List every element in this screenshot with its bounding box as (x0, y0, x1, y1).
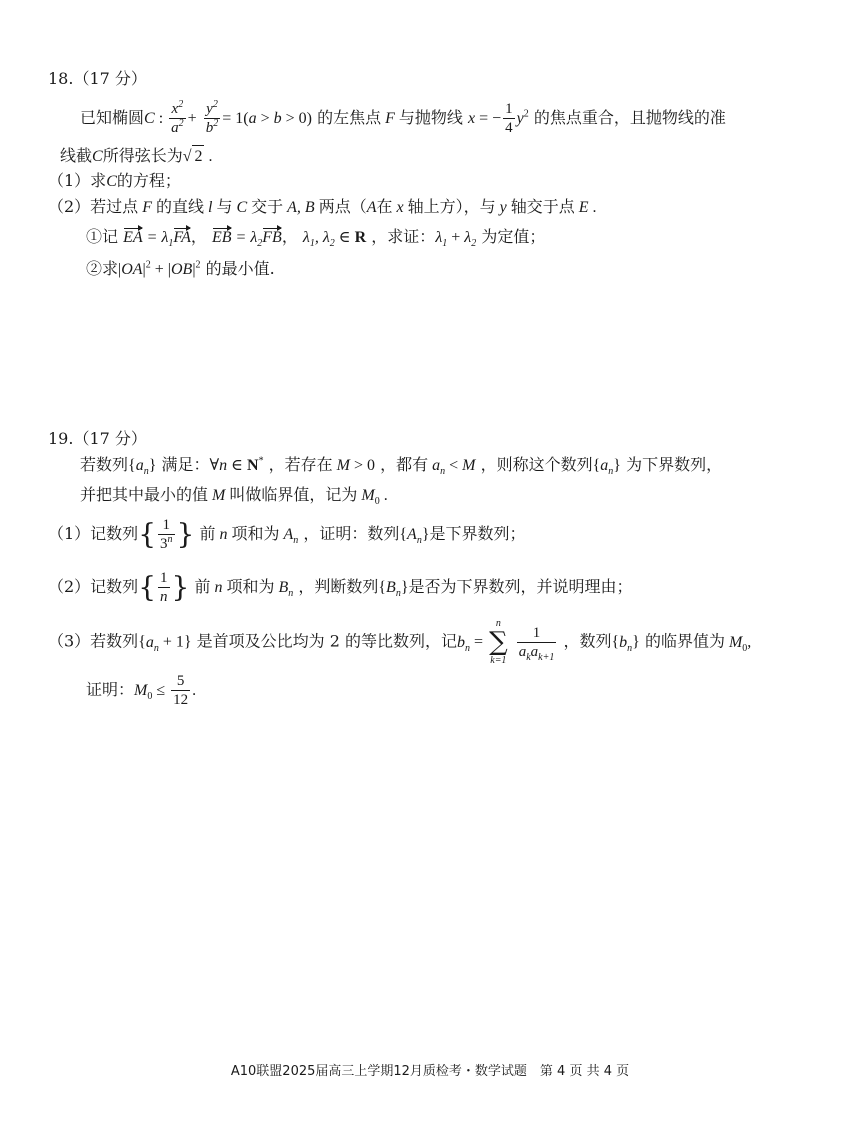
q18-part1: （1）求C的方程； (48, 171, 181, 190)
q18-sub1: ①记 EA = $\lambda_1FA$， EB = $\lambda_2FB$， $\lambda_1$, $\lambda_2$ ∈ R ，求证：$\lambda_1 + \lambda_2$ 为定值； (86, 227, 546, 250)
q18-sub2: ②求$|OA|^2 + |OB|^2$ 的最小值. (86, 259, 275, 278)
q18-line2: 线截C所得弦长为√ 2 . (60, 145, 212, 168)
q19-line2: 并把其中最小的值 M 叫做临界值，记为 $M_0$ . (80, 485, 388, 508)
q19-part3: （3）若数列$\{a_n + 1\}$ 是首项及公比均为 2 的等比数列，记$b_n$ = n ∑ k=1 $\frac{1}{a_ka_{k+1}}$ ，数列$\{b_n\}$ 的临界值为 $M_0$, (48, 618, 752, 666)
q18-intro-line: 已知椭圆C : $\frac{x^2}{a^2}$ + $\frac{y^2}{b^2}$ = 1(a > b > 0) 的左焦点 F 与抛物线 x = − $\frac{1}{4}$ $y^2$ 的焦点重合，且抛物线的准 (80, 99, 726, 136)
q19-part1: （1）记数列{ $\frac{1}{3^n}$ } 前 n 项和为 $A_n$ ，证明：数列$\{A_n\}$是下界数列； (48, 517, 526, 552)
q18-part2: （2）若过点 F 的直线 l 与 C 交于 A, B 两点（A在 x 轴上方），与 y 轴交于点 E . (48, 197, 597, 216)
q18-header: 18.（17 分） (48, 69, 147, 88)
q19-part2: （2）记数列{ $\frac{1}{n}$ } 前 n 项和为 $B_n$ ，判断数列$\{B_n\}$是否为下界数列，并说明理由； (48, 570, 633, 605)
q19-header: 19.（17 分） (48, 429, 147, 448)
page-footer: A10联盟2025届高三上学期12月质检考・数学试题 第 4 页 共 4 页 (230, 1064, 630, 1079)
q19-part3-proof: 证明：$M_0$ ≤ $\frac{5}{12}$ . (86, 673, 197, 708)
q19-line1: 若数列$\{a_n\}$ 满足：∀n ∈ N* ，若存在 M > 0 ，都有 $a_n < M$ ，则称这个数列$\{a_n\}$ 为下界数列， (80, 455, 723, 478)
